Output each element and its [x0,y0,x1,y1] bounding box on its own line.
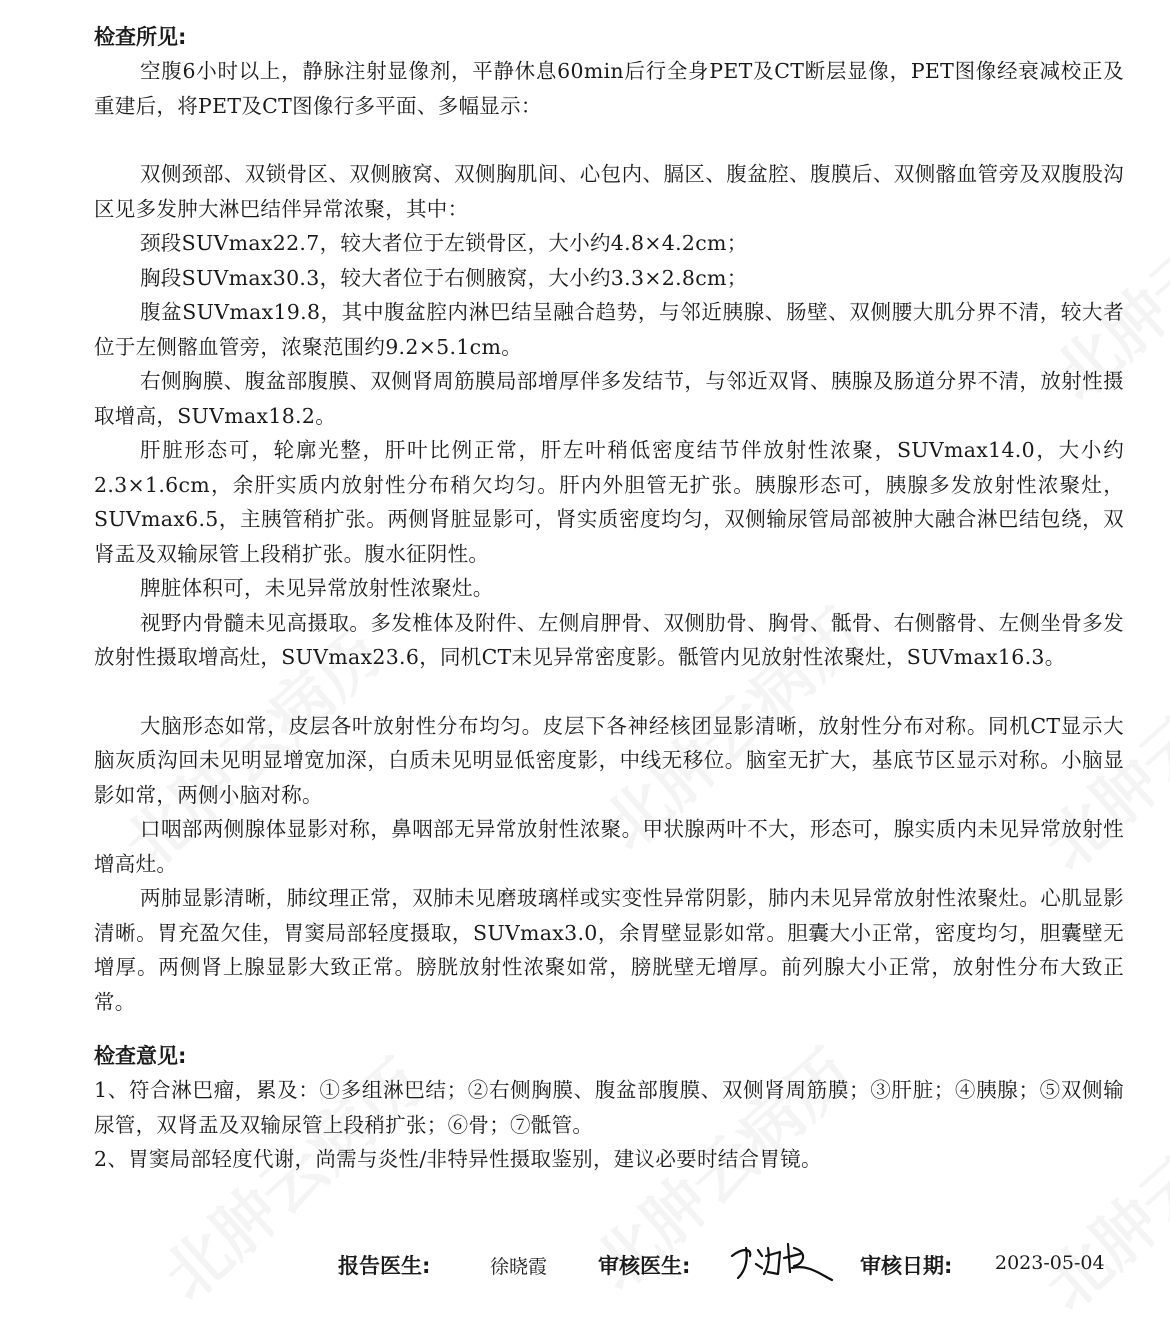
findings-paragraph: 视野内骨髓未见高摄取。多发椎体及附件、左侧肩胛骨、双侧肋骨、胸骨、骶骨、右侧髂骨、左侧坐骨多发放射性摄取增高灶，SUVmax23.6，同机CT未见异常密度影。骶管内见放射性浓聚灶，SUVmax16.3。 [94,610,1124,669]
opinion-item: 1、符合淋巴瘤，累及：①多组淋巴结；②右侧胸膜、腹盆部腹膜、双侧肾周筋膜；③肝脏；④胰腺；⑤双侧输尿管，双肾盂及双输尿管上段稍扩张；⑥骨；⑦骶管。 [94,1078,1124,1137]
findings-paragraph: 空腹6小时以上，静脉注射显像剂，平静休息60min后行全身PET及CT断层显像，PET图像经衰减校正及重建后，将PET及CT图像行多平面、多幅显示： [94,59,1124,118]
report-doctor-label: 报告医生: [338,1254,431,1278]
findings-paragraph: 肝脏形态可，轮廓光整，肝叶比例正常，肝左叶稍低密度结节伴放射性浓聚，SUVmax14.0，大小约2.3×1.6cm，余肝实质内放射性分布稍欠均匀。肝内外胆管无扩张。胰腺形态可，胰腺多发放射性浓聚灶，SUVmax6.5，主胰管稍扩张。两侧肾脏显影可，肾实质密度均匀，双侧输尿管局部被肿大融合淋巴结包绕，双肾盂及双输尿管上段稍扩张。腹水征阴性。 [94,438,1124,566]
review-date: 2023-05-04 [995,1252,1105,1274]
review-date-label: 审核日期: [860,1254,953,1278]
review-doctor-signature-icon [728,1234,838,1284]
findings-section [94,54,1124,1019]
findings-paragraph: 颈段SUVmax22.7，较大者位于左锁骨区，大小约4.8×4.2cm； [140,231,748,255]
findings-paragraph: 右侧胸膜、腹盆部腹膜、双侧肾周筋膜局部增厚伴多发结节，与邻近双肾、胰腺及肠道分界不清，放射性摄取增高，SUVmax18.2。 [94,369,1124,428]
findings-paragraph: 两肺显影清晰，肺纹理正常，双肺未见磨玻璃样或实变性异常阴影，肺内未见异常放射性浓聚灶。心肌显影清晰。胃充盈欠佳，胃窦局部轻度摄取，SUVmax3.0，余胃壁显影如常。胆囊大小正常，密度均匀，胆囊壁无增厚。两侧肾上腺显影大致正常。膀胱放射性浓聚如常，膀胱壁无增厚。前列腺大小正常，放射性分布大致正常。 [94,886,1124,1014]
report-doctor-name: 徐晓霞 [490,1256,548,1278]
findings-heading: 检查所见: [94,25,187,49]
review-doctor-label: 审核医生: [598,1254,691,1278]
opinion-heading: 检查意见: [94,1044,187,1068]
findings-paragraph: 口咽部两侧腺体显影对称，鼻咽部无异常放射性浓聚。甲状腺两叶不大，形态可，腺实质内未见异常放射性增高灶。 [94,817,1124,876]
signature-footer [0,1244,1170,1284]
findings-paragraph: 双侧颈部、双锁骨区、双侧腋窝、双侧胸肌间、心包内、膈区、腹盆腔、腹膜后、双侧髂血管旁及双腹股沟区见多发肿大淋巴结伴异常浓聚，其中： [94,162,1124,221]
report-body [94,20,1124,1177]
findings-paragraph: 腹盆SUVmax19.8，其中腹盆腔内淋巴结呈融合趋势，与邻近胰腺、肠壁、双侧腰大肌分界不清，较大者位于左侧髂血管旁，浓聚范围约9.2×5.1cm。 [94,300,1124,359]
findings-paragraph: 胸段SUVmax30.3，较大者位于右侧腋窝，大小约3.3×2.8cm； [140,265,748,290]
opinion-item: 2、胃窦局部轻度代谢，尚需与炎性/非特异性摄取鉴别，建议必要时结合胃镜。 [94,1147,822,1171]
findings-paragraph: 大脑形态如常，皮层各叶放射性分布均匀。皮层下各神经核团显影清晰，放射性分布对称。同机CT显示大脑灰质沟回未见明显增宽加深，白质未见明显低密度影，中线无移位。脑室无扩大，基底节区显示对称。小脑显影如常，两侧小脑对称。 [94,713,1124,807]
findings-paragraph: 脾脏体积可，未见异常放射性浓聚灶。 [140,576,494,600]
opinion-section [94,1073,1124,1177]
